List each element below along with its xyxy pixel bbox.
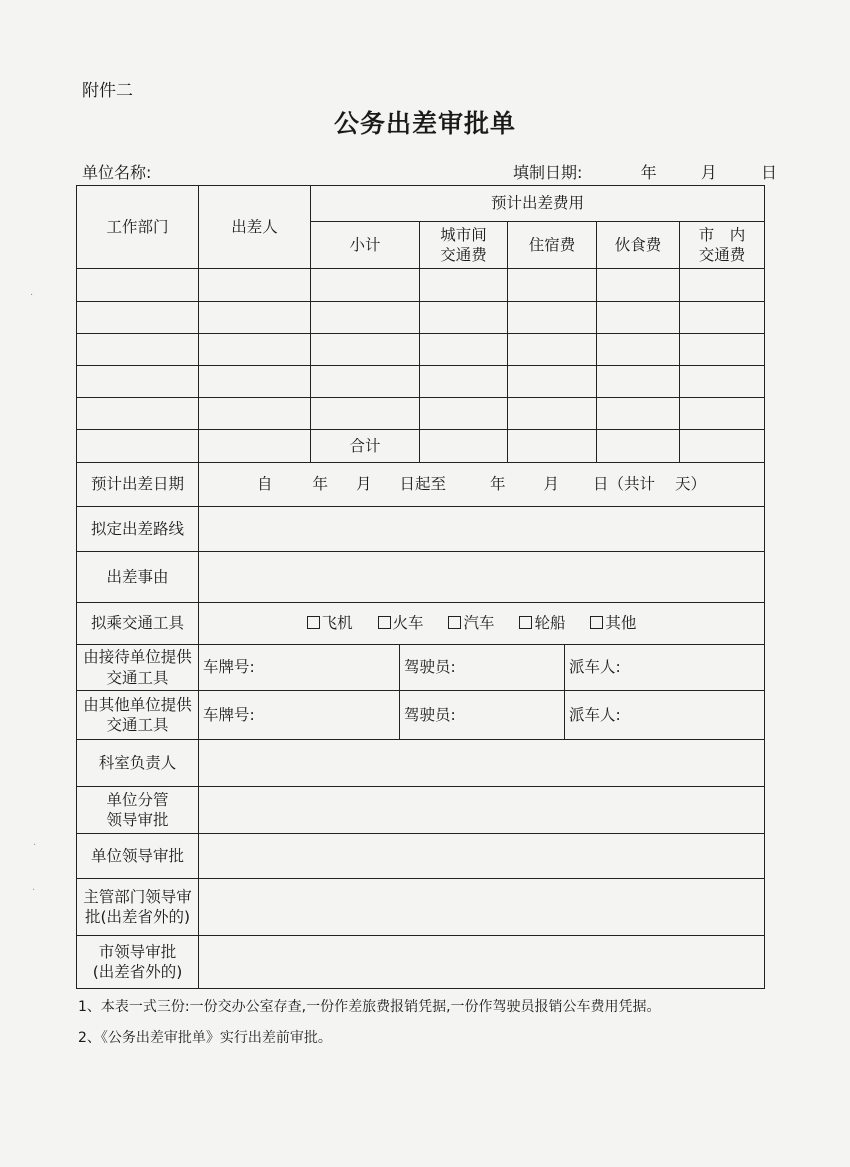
header-dept: 工作部门 [77, 186, 199, 269]
checkbox-icon [590, 616, 603, 629]
host-vehicle-label-line1: 由接待单位提供 [83, 648, 192, 667]
checkbox-other[interactable] [590, 613, 636, 633]
other-vehicle-fields [199, 691, 765, 740]
cell[interactable] [420, 398, 508, 430]
other-vehicle-row [77, 691, 765, 740]
scan-speck: · [30, 290, 34, 301]
fill-date [513, 160, 777, 183]
city-leader-line1: 市领导审批 [98, 942, 177, 961]
unit-leader-charge-label [77, 787, 199, 834]
host-vehicle-row [77, 645, 765, 691]
city-leader-label [77, 936, 199, 989]
dept-leader-field[interactable] [199, 879, 765, 936]
table-row [77, 334, 765, 366]
cell[interactable] [680, 334, 765, 366]
cell[interactable] [420, 430, 508, 463]
date-start: 日起至 [399, 475, 446, 494]
unit-leader-field[interactable] [199, 834, 765, 879]
other-plate-field[interactable]: 车牌号: [199, 691, 400, 739]
unit-leader-charge-row [77, 787, 765, 834]
attachment-label: 附件二 [82, 81, 133, 101]
cell[interactable] [597, 302, 680, 334]
other-vehicle-label [77, 691, 199, 740]
cell[interactable] [311, 398, 420, 430]
reason-field[interactable] [199, 552, 765, 603]
checkbox-label: 其他 [605, 614, 637, 633]
dept-leader-label [77, 879, 199, 936]
cell[interactable] [199, 302, 311, 334]
date-month: 月 [355, 475, 372, 494]
cell[interactable] [77, 398, 199, 430]
header-traveler: 出差人 [199, 186, 311, 269]
checkbox-label: 火车 [392, 614, 424, 633]
header-intercity-line1: 城市间 [440, 225, 487, 244]
cell[interactable] [420, 269, 508, 302]
checkbox-icon [378, 616, 391, 629]
transport-options [199, 603, 765, 645]
cell[interactable] [508, 334, 597, 366]
checkbox-train[interactable] [378, 613, 424, 633]
cell[interactable] [77, 366, 199, 398]
cell[interactable] [597, 430, 680, 463]
cell[interactable] [680, 302, 765, 334]
unit-leader-label: 单位领导审批 [77, 834, 199, 879]
form-title: 公务出差审批单 [333, 109, 516, 138]
header-intercity-line2: 交通费 [440, 246, 487, 264]
cell[interactable] [597, 398, 680, 430]
table-row [77, 366, 765, 398]
city-leader-row [77, 936, 765, 989]
route-row [77, 507, 765, 552]
cell[interactable] [597, 334, 680, 366]
unit-leader-row [77, 834, 765, 879]
cell[interactable] [199, 366, 311, 398]
section-head-field[interactable] [199, 740, 765, 787]
header-lodging: 住宿费 [508, 222, 597, 269]
checkbox-icon [448, 616, 461, 629]
table-row [77, 302, 765, 334]
approval-table [76, 185, 765, 989]
header-intercity [420, 222, 508, 269]
other-driver-field[interactable]: 驾驶员: [400, 691, 565, 739]
host-vehicle-label [77, 645, 199, 691]
cell[interactable] [199, 430, 311, 463]
date-month2: 月 [543, 475, 560, 494]
dept-leader-line2: 批(出差省外的) [84, 908, 191, 926]
scan-speck: · [33, 840, 37, 851]
header-local [680, 222, 765, 269]
scan-speck: · [32, 885, 36, 896]
checkbox-icon [519, 616, 532, 629]
cell[interactable] [597, 269, 680, 302]
host-vehicle-label-line2: 交通工具 [106, 668, 169, 687]
cell[interactable] [199, 398, 311, 430]
host-dispatcher-field[interactable]: 派车人: [569, 658, 621, 677]
city-leader-line2: (出差省外的) [92, 963, 183, 981]
total-row [77, 430, 765, 463]
cell[interactable] [311, 366, 420, 398]
cell[interactable] [77, 269, 199, 302]
unit-leader-charge-line2: 领导审批 [106, 811, 169, 829]
header-meals: 伙食费 [597, 222, 680, 269]
unit-leader-charge-field[interactable] [199, 787, 765, 834]
cell[interactable] [311, 334, 420, 366]
cell[interactable] [420, 366, 508, 398]
cell[interactable] [508, 430, 597, 463]
fill-date-label: 填制日期: [513, 163, 583, 182]
section-head-row [77, 740, 765, 787]
travel-date-row [77, 463, 765, 507]
checkbox-label: 飞机 [321, 614, 353, 633]
cell[interactable] [420, 334, 508, 366]
checkbox-label: 轮船 [534, 614, 566, 633]
cell[interactable] [199, 269, 311, 302]
cell[interactable] [77, 334, 199, 366]
cell[interactable] [508, 302, 597, 334]
table-row [77, 269, 765, 302]
checkbox-label: 汽车 [463, 614, 495, 633]
dept-leader-row [77, 879, 765, 936]
route-field[interactable] [199, 507, 765, 552]
cell[interactable] [311, 302, 420, 334]
checkbox-icon [307, 616, 320, 629]
header-local-line2: 交通费 [698, 246, 746, 264]
unit-leader-charge-line1: 单位分管 [106, 790, 169, 809]
city-leader-field[interactable] [199, 936, 765, 989]
reason-label: 出差事由 [77, 552, 199, 603]
checkbox-car[interactable] [448, 613, 494, 633]
cell[interactable] [508, 398, 597, 430]
dept-leader-line1: 主管部门领导审 [83, 887, 192, 906]
cell[interactable] [597, 366, 680, 398]
date-year: 年 [312, 475, 328, 494]
route-label: 拟定出差路线 [77, 507, 199, 552]
other-dispatcher-field[interactable]: 派车人: [569, 705, 621, 724]
date-year2: 年 [490, 475, 506, 494]
travel-date-label: 预计出差日期 [77, 463, 199, 507]
section-head-label: 科室负责人 [77, 740, 199, 787]
unit-name-label: 单位名称: [82, 163, 152, 182]
fill-date-day: 日 [761, 163, 778, 182]
table-row [77, 398, 765, 430]
checkbox-ship[interactable] [519, 613, 565, 633]
other-vehicle-label-line1: 由其他单位提供 [83, 695, 192, 714]
note-1: 1、本表一式三份:一份交办公室存查,一份作差旅费报销凭据,一份作驾驶员报销公车费用凭据。 [78, 999, 661, 1015]
fill-date-month: 月 [700, 163, 717, 182]
cell[interactable] [420, 302, 508, 334]
checkbox-plane[interactable] [307, 613, 353, 633]
transport-row [77, 603, 765, 645]
host-vehicle-fields [199, 645, 765, 691]
date-end: 日（共计 [593, 475, 656, 494]
cell[interactable] [680, 269, 765, 302]
cell[interactable] [680, 430, 765, 463]
date-from: 自 [256, 475, 273, 494]
reason-row [77, 552, 765, 603]
cell[interactable] [508, 269, 597, 302]
host-plate-field[interactable]: 车牌号: [199, 645, 400, 690]
note-2: 2、《公务出差审批单》实行出差前审批。 [78, 1030, 332, 1046]
header-local-line1: 市 内 [698, 225, 746, 244]
fill-date-year: 年 [640, 163, 657, 182]
cell[interactable] [77, 430, 199, 463]
transport-label: 拟乘交通工具 [77, 603, 199, 645]
cell[interactable] [508, 366, 597, 398]
other-vehicle-label-line2: 交通工具 [106, 716, 169, 734]
header-subtotal: 小计 [311, 222, 420, 269]
date-days: 天） [675, 475, 707, 494]
header-expense-group: 预计出差费用 [311, 186, 765, 222]
total-label: 合计 [311, 430, 420, 463]
cell[interactable] [311, 269, 420, 302]
cell[interactable] [199, 334, 311, 366]
cell[interactable] [680, 366, 765, 398]
host-driver-field[interactable]: 驾驶员: [400, 645, 565, 690]
cell[interactable] [77, 302, 199, 334]
cell[interactable] [680, 398, 765, 430]
travel-date-field[interactable] [199, 463, 765, 507]
